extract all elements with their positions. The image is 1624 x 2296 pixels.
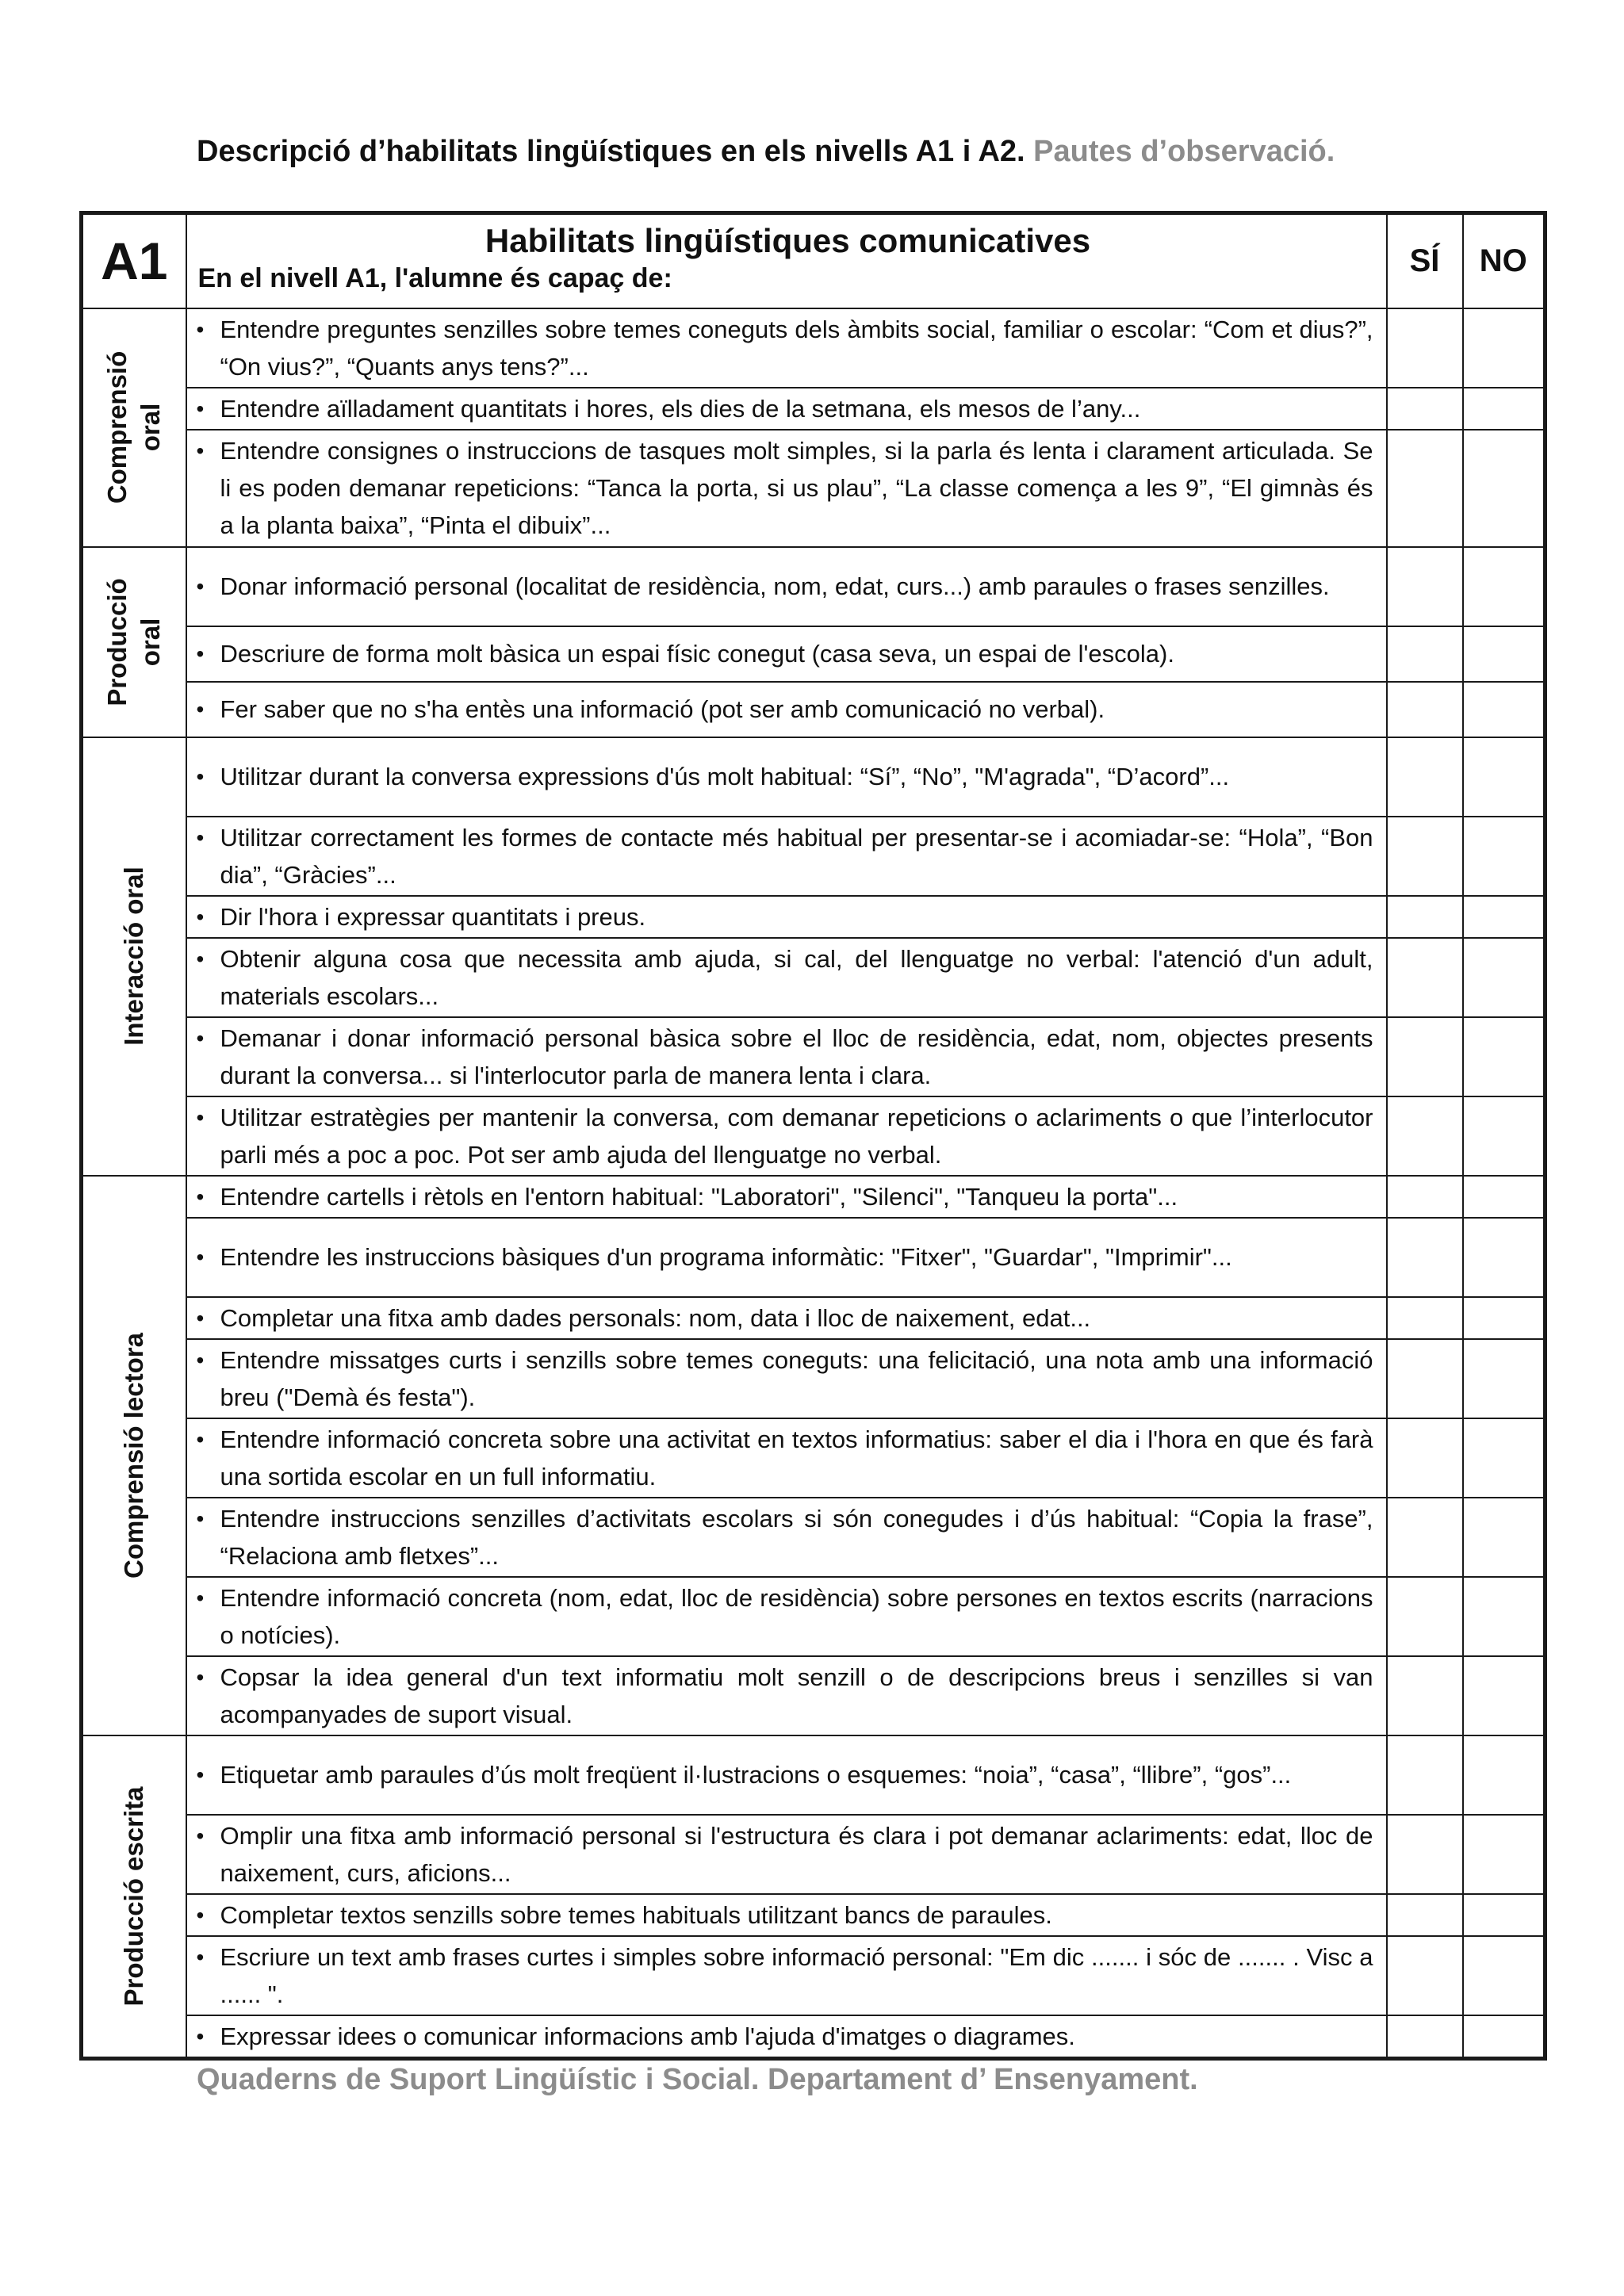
skill-item-cell (186, 1176, 1387, 1218)
skill-item-text: Obtenir alguna cosa que necessita amb ajuda, si cal, del llenguatge no verbal: l'atenció d'un adult, materials escolars... (220, 944, 1373, 1010)
skill-item-cell (186, 1096, 1387, 1176)
yes-checkbox-cell[interactable] (1387, 737, 1463, 817)
bullet-icon: • (196, 904, 205, 929)
bullet-icon: • (196, 316, 205, 342)
section-label-line: Comprensió lectora (119, 1332, 149, 1578)
no-checkbox-cell[interactable] (1463, 1218, 1545, 1297)
no-checkbox-cell[interactable] (1463, 1176, 1545, 1218)
skill-item-cell (186, 938, 1387, 1017)
skill-item-text: Copsar la idea general d'un text informatiu molt senzill o de descripcions breus i senzilles si van acompanyades de suport visual. (220, 1663, 1373, 1728)
page-title-main: Descripció d’habilitats lingüístiques en els nivells A1 i A2. (197, 135, 1025, 168)
table-row (82, 737, 1545, 817)
bullet-icon: • (196, 1762, 205, 1787)
section-label-line: Producció (102, 577, 132, 706)
yes-checkbox-cell[interactable] (1387, 1339, 1463, 1418)
yes-checkbox-cell[interactable] (1387, 1096, 1463, 1176)
bullet-icon: • (196, 1902, 205, 1927)
table-row (82, 1418, 1545, 1498)
yes-checkbox-cell[interactable] (1387, 1176, 1463, 1218)
bullet-icon: • (196, 1104, 205, 1130)
section-label-line: oral (136, 403, 166, 452)
table-row (82, 308, 1545, 388)
skill-item (197, 2018, 1373, 2055)
no-checkbox-cell[interactable] (1463, 2015, 1545, 2059)
table-row (82, 682, 1545, 737)
skill-item-text: Completar textos senzills sobre temes habituals utilitzant bancs de paraules. (220, 1900, 1052, 1929)
skill-item-cell (186, 547, 1387, 626)
skill-item (197, 1817, 1373, 1892)
bullet-icon: • (196, 1823, 205, 1848)
yes-checkbox-cell[interactable] (1387, 388, 1463, 430)
skill-item-text: Utilitzar estratègies per mantenir la conversa, com demanar repeticions o aclariments o que l’interlocutor parli més a poc a poc. Pot ser amb ajuda del llenguatge no verbal. (220, 1103, 1373, 1169)
yes-checkbox-cell[interactable] (1387, 2015, 1463, 2059)
skill-item (197, 1020, 1373, 1094)
skill-item (197, 1099, 1373, 1173)
table-row (82, 938, 1545, 1017)
no-checkbox-cell[interactable] (1463, 896, 1545, 938)
skill-item-text: Descriure de forma molt bàsica un espai físic conegut (casa seva, un espai de l'escola). (220, 640, 1174, 668)
column-header-yes: SÍ (1387, 213, 1463, 308)
table-row (82, 626, 1545, 682)
table-header-row (82, 213, 1545, 308)
section-label (117, 1333, 151, 1578)
skill-item (197, 432, 1373, 544)
table-row (82, 1218, 1545, 1297)
skill-item-cell (186, 1218, 1387, 1297)
table-row (82, 1815, 1545, 1894)
bullet-icon: • (196, 1245, 205, 1269)
no-checkbox-cell[interactable] (1463, 1297, 1545, 1339)
skill-item (197, 311, 1373, 385)
no-checkbox-cell[interactable] (1463, 1936, 1545, 2015)
bullet-icon: • (196, 1184, 205, 1209)
skill-item-text: Completar una fitxa amb dades personals: nom, data i lloc de naixement, edat... (220, 1303, 1091, 1332)
skill-item-text: Entendre missatges curts i senzills sobre temes coneguts: una felicitació, una nota amb una informació breu ("Demà és festa"). (220, 1345, 1373, 1411)
bullet-icon: • (196, 1025, 205, 1050)
skill-item (197, 1238, 1373, 1276)
table-row (82, 430, 1545, 547)
skill-item-cell (186, 682, 1387, 737)
skill-item-cell (186, 1735, 1387, 1815)
skill-item (197, 1421, 1373, 1495)
bullet-icon: • (196, 764, 205, 789)
page-title-subtitle: Pautes d’observació. (1033, 135, 1335, 168)
bullet-icon: • (196, 396, 205, 421)
skill-item-cell (186, 2015, 1387, 2059)
section-label-cell (82, 547, 186, 737)
yes-checkbox-cell[interactable] (1387, 1577, 1463, 1656)
table-row (82, 817, 1545, 896)
yes-checkbox-cell[interactable] (1387, 1218, 1463, 1297)
bullet-icon: • (196, 825, 205, 850)
skill-item-text: Entendre les instruccions bàsiques d'un programa informàtic: "Fitxer", "Guardar", "Imprimir"... (220, 1243, 1232, 1271)
no-checkbox-cell[interactable] (1463, 1418, 1545, 1498)
table-heading: Habilitats lingüístiques comunicatives (485, 222, 1091, 259)
skill-item (197, 898, 1373, 936)
section-label (101, 351, 167, 504)
skill-item (197, 940, 1373, 1015)
yes-checkbox-cell[interactable] (1387, 547, 1463, 626)
skill-item-text: Utilitzar correctament les formes de contacte més habitual per presentar-se i acomiadar-se: “Hola”, “Bon dia”, “Gràcies”... (220, 823, 1373, 889)
section-label (101, 578, 167, 706)
skills-table (79, 211, 1547, 2061)
skill-item-cell (186, 1017, 1387, 1096)
no-checkbox-cell[interactable] (1463, 817, 1545, 896)
skill-item-cell (186, 1815, 1387, 1894)
skill-item (197, 1756, 1373, 1793)
no-checkbox-cell[interactable] (1463, 308, 1545, 388)
skill-item-text: Escriure un text amb frases curtes i simples sobre informació personal: "Em dic ....... i sóc de ....... . Visc a ...... ". (220, 1942, 1373, 2008)
bullet-icon: • (196, 1664, 205, 1689)
skill-item-text: Fer saber que no s'ha entès una informació (pot ser amb comunicació no verbal). (220, 695, 1105, 723)
table-row (82, 1936, 1545, 2015)
yes-checkbox-cell[interactable] (1387, 1894, 1463, 1936)
yes-checkbox-cell[interactable] (1387, 896, 1463, 938)
skill-item (197, 1659, 1373, 1733)
bullet-icon: • (196, 697, 205, 721)
skill-item-cell (186, 896, 1387, 938)
bullet-icon: • (196, 1944, 205, 1969)
skill-item (197, 691, 1373, 728)
skill-item (197, 1341, 1373, 1416)
skill-item-cell (186, 626, 1387, 682)
section-label-line: Comprensió (102, 350, 132, 504)
no-checkbox-cell[interactable] (1463, 737, 1545, 817)
table-row (82, 1339, 1545, 1418)
no-checkbox-cell[interactable] (1463, 1577, 1545, 1656)
no-checkbox-cell[interactable] (1463, 626, 1545, 682)
skill-item-text: Entendre informació concreta (nom, edat, lloc de residència) sobre persones en textos escrits (narracions o notícies). (220, 1583, 1373, 1649)
no-checkbox-cell[interactable] (1463, 1096, 1545, 1176)
table-row (82, 1894, 1545, 1936)
skill-item-text: Entendre preguntes senzilles sobre temes coneguts dels àmbits social, familiar o escolar: “Com et dius?”, “On vius?”, “Quants anys tens?”... (220, 315, 1373, 381)
skill-item-cell (186, 308, 1387, 388)
bullet-icon: • (196, 1506, 205, 1531)
table-row (82, 1656, 1545, 1735)
skill-item-text: Entendre instruccions senzilles d’activitats escolars si són conegudes i d’ús habitual: “Copia la frase”, “Relaciona amb fletxes”... (220, 1504, 1373, 1570)
skill-item (197, 1299, 1373, 1337)
bullet-icon: • (196, 2023, 205, 2049)
column-header-no: NO (1463, 213, 1545, 308)
skill-item-text: Entendre cartells i rètols en l'entorn habitual: "Laboratori", "Silenci", "Tanqueu la porta"... (220, 1182, 1178, 1211)
page-title (197, 135, 1497, 169)
table-row (82, 2015, 1545, 2059)
skill-item (197, 1178, 1373, 1215)
no-checkbox-cell[interactable] (1463, 388, 1545, 430)
no-checkbox-cell[interactable] (1463, 938, 1545, 1017)
yes-checkbox-cell[interactable] (1387, 1297, 1463, 1339)
skill-item-cell (186, 1498, 1387, 1577)
bullet-icon: • (196, 1426, 205, 1452)
no-checkbox-cell[interactable] (1463, 682, 1545, 737)
bullet-icon: • (196, 1585, 205, 1610)
table-row (82, 1017, 1545, 1096)
table-row (82, 1297, 1545, 1339)
skill-item-cell (186, 1656, 1387, 1735)
yes-checkbox-cell[interactable] (1387, 682, 1463, 737)
skill-item-text: Entendre consignes o instruccions de tasques molt simples, si la parla és lenta i clarament articulada. Se li es poden demanar repeticions: “Tanca la porta, si us plau”, “La classe comença a les 9”, “El gimnàs és a la planta baixa”, “Pinta el dibuix”... (220, 437, 1373, 539)
table-row (82, 1735, 1545, 1815)
section-label (117, 1786, 151, 2006)
section-label-line: Producció escrita (119, 1786, 149, 2006)
section-label-cell (82, 308, 186, 547)
no-checkbox-cell[interactable] (1463, 1815, 1545, 1894)
skill-item-text: Dir l'hora i expressar quantitats i preus. (220, 902, 646, 931)
skill-item-text: Expressar idees o comunicar informacions amb l'ajuda d'imatges o diagrames. (220, 2022, 1075, 2050)
no-checkbox-cell[interactable] (1463, 1498, 1545, 1577)
no-checkbox-cell[interactable] (1463, 1735, 1545, 1815)
table-row (82, 1577, 1545, 1656)
yes-checkbox-cell[interactable] (1387, 1498, 1463, 1577)
skill-item (197, 819, 1373, 894)
no-checkbox-cell[interactable] (1463, 547, 1545, 626)
yes-checkbox-cell[interactable] (1387, 1418, 1463, 1498)
skill-item (197, 1579, 1373, 1654)
no-checkbox-cell[interactable] (1463, 1339, 1545, 1418)
bullet-icon: • (196, 946, 205, 971)
yes-checkbox-cell[interactable] (1387, 626, 1463, 682)
skill-item-cell (186, 1577, 1387, 1656)
skill-item (197, 1500, 1373, 1575)
bullet-icon: • (196, 1347, 205, 1372)
table-subheading: En el nivell A1, l'alumne és capaç de: (197, 263, 672, 293)
no-checkbox-cell[interactable] (1463, 1017, 1545, 1096)
table-row (82, 896, 1545, 938)
yes-checkbox-cell[interactable] (1387, 1017, 1463, 1096)
yes-checkbox-cell[interactable] (1387, 308, 1463, 388)
yes-checkbox-cell[interactable] (1387, 817, 1463, 896)
table-row (82, 1096, 1545, 1176)
table-row (82, 388, 1545, 430)
skill-item-cell (186, 1936, 1387, 2015)
table-row (82, 1176, 1545, 1218)
skill-item-cell (186, 388, 1387, 430)
yes-checkbox-cell[interactable] (1387, 1815, 1463, 1894)
skill-item-text: Entendre informació concreta sobre una activitat en textos informatius: saber el dia i l'hora en que és farà una sortida escolar en un full informatiu. (220, 1425, 1373, 1490)
yes-checkbox-cell[interactable] (1387, 1936, 1463, 2015)
section-label-cell (82, 737, 186, 1176)
yes-checkbox-cell[interactable] (1387, 938, 1463, 1017)
no-checkbox-cell[interactable] (1463, 1656, 1545, 1735)
skill-item (197, 1896, 1373, 1934)
section-label-line: oral (136, 618, 166, 666)
skill-item-text: Donar informació personal (localitat de residència, nom, edat, curs...) amb paraules o frases senzilles. (220, 572, 1330, 600)
yes-checkbox-cell[interactable] (1387, 1735, 1463, 1815)
no-checkbox-cell[interactable] (1463, 430, 1545, 547)
skill-item (197, 758, 1373, 795)
section-label-line: Interacció oral (119, 867, 149, 1046)
skill-item-text: Omplir una fitxa amb informació personal si l'estructura és clara i pot demanar aclariments: edat, lloc de naixement, curs, aficions... (220, 1821, 1373, 1887)
section-label (117, 867, 151, 1046)
bullet-icon: • (196, 438, 205, 463)
skill-item (197, 568, 1373, 605)
skill-item-text: Entendre aïlladament quantitats i hores, els dies de la setmana, els mesos de l’any... (220, 394, 1141, 423)
skill-item-text: Demanar i donar informació personal bàsica sobre el lloc de residència, edat, nom, objectes presents durant la conversa... si l'interlocutor parla de manera lenta i clara. (220, 1024, 1373, 1089)
table-row (82, 1498, 1545, 1577)
bullet-icon: • (196, 574, 205, 599)
section-label-cell (82, 1735, 186, 2059)
table-row (82, 547, 1545, 626)
skill-item-cell (186, 737, 1387, 817)
skill-item-cell (186, 1339, 1387, 1418)
skill-item-cell (186, 1894, 1387, 1936)
yes-checkbox-cell[interactable] (1387, 1656, 1463, 1735)
skill-item (197, 1938, 1373, 2013)
skill-item (197, 635, 1373, 672)
bullet-icon: • (196, 1305, 205, 1330)
skill-item-cell (186, 1418, 1387, 1498)
footer-source: Quaderns de Suport Lingüístic i Social. Departament d’ Ensenyament. (197, 2063, 1198, 2096)
section-label-cell (82, 1176, 186, 1735)
skill-item (197, 390, 1373, 427)
level-label: A1 (82, 213, 186, 308)
yes-checkbox-cell[interactable] (1387, 430, 1463, 547)
skill-item-text: Etiquetar amb paraules d’ús molt freqüent il·lustracions o esquemes: “noia”, “casa”, “llibre”, “gos”... (220, 1761, 1292, 1789)
no-checkbox-cell[interactable] (1463, 1894, 1545, 1936)
table-heading-cell (186, 213, 1387, 308)
skill-item-cell (186, 430, 1387, 547)
skill-item-cell (186, 1297, 1387, 1339)
bullet-icon: • (196, 641, 205, 666)
skill-item-cell (186, 817, 1387, 896)
skill-item-text: Utilitzar durant la conversa expressions d'ús molt habitual: “Sí”, “No”, "M'agrada", “D’acord”... (220, 763, 1230, 790)
